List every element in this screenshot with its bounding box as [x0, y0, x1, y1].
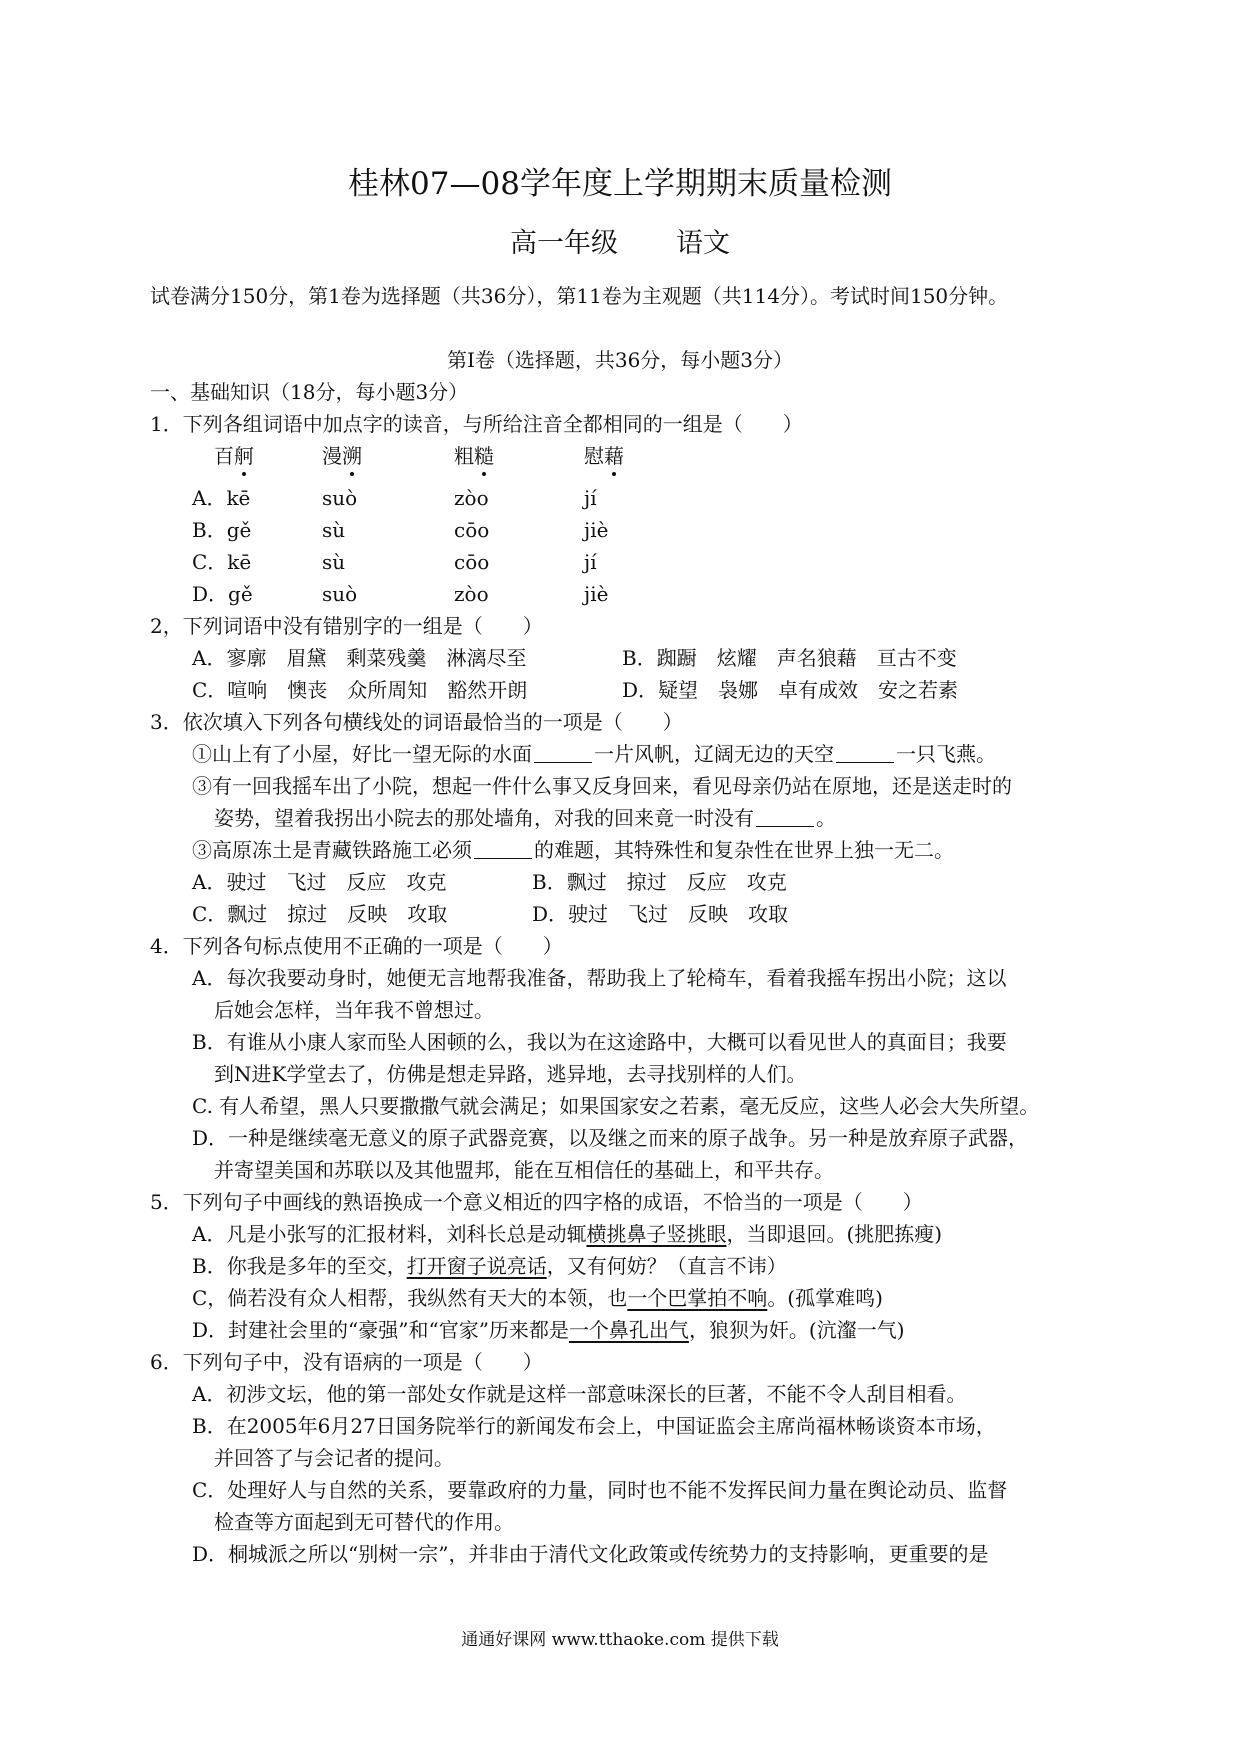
underlined-idiom: 一个鼻孔出气: [568, 1318, 689, 1342]
q2-option-b: B．踟蹰 炫耀 声名狼藉 亘古不变: [622, 646, 957, 670]
exam-title: 桂林07—08学年度上学期期末质量检测: [348, 166, 892, 202]
q6-option-c-cont: 检查等方面起到无可替代的作用。: [214, 1510, 514, 1534]
fill-blank: [534, 744, 592, 763]
q5-option-b: B．你我是多年的至交，打开窗子说亮话，又有何妨？（直言不讳）: [192, 1254, 787, 1278]
exam-page: 桂林07—08学年度上学期期末质量检测 高一年级 语文 试卷满分150分，第1卷为选择题（共36分），第11卷为主观题（共114分）。考试时间150分钟。 第Ⅰ卷（选择题，共36分，每小题3分） 一、基础知识（18分，每小题3分） 1．下列各组词语中加点字的读音，与所给注音全都相同的一组是（ ） 百舸 漫溯 粗糙 慰藉 A．kē suò zòo jí B．gě sù cōo jiè C．kē sù cōo jí D．gě suò zòo jiè 2，下列词语中没有错别字的一组是（ ） A．寥廓 眉黛 剩菜残羹 淋漓尽至 B．踟蹰 炫耀 声名狼藉 亘古不变 C．喧响 懊丧 众所周知 豁然开朗 D．疑望 袅娜 卓有成效 安之若素 3．依次填入下列各句横线处的词语最恰当的一项是（ ） ①山上有了小屋，好比一望无际的水面 一片风帆，辽阔无边的天空 一只飞燕。 ③有一回我摇车出了小院，想起一件什么事又反身回来，看见母亲仍站在原地，还是送走时的 姿势，望着我拐出小院去的那处墙角，对我的回来竟一时没有 。 ③高原冻土是青藏铁路施工必须 的难题，其特殊性和复杂性在世界上独一无二。 A．驶过 飞过 反应 攻克 B．飘过 掠过 反应 攻克 C．飘过 掠过 反映 攻取 D．驶过 飞过 反映 攻取 4．下列各句标点使用不正确的一项是（ ） A．每次我要动身时，她便无言地帮我准备，帮助我上了轮椅车，看着我摇车拐出小院；这以 后她会怎样，当年我不曾想过。 B．有谁从小康人家而坠人困顿的么，我以为在这途路中，大概可以看见世人的真面目；我要 到N进K学堂去了，仿佛是想走异路，逃异地，去寻找别样的人们。 C. 有人希望，黑人只要撒撒气就会满足；如果国家安之若素，毫无反应，这些人必会大失所望。 D．一种是继续毫无意义的原子武器竞赛，以及继之而来的原子战争。另一种是放弃原子武器， 并寄望美国和苏联以及其他盟邦，能在互相信任的基础上，和平共存。 5．下列句子中画线的熟语换成一个意义相近的四字格的成语，不恰当的一项是（ ） A．凡是小张写的汇报材料，刘科长总是动辄横挑鼻子竖挑眼，当即退回。(挑肥拣瘦) B．你我是多年的至交，打开窗子说亮话，又有何妨？（直言不讳） C，倘若没有众人相帮，我纵然有天大的本领，也一个巴掌拍不响。(孤掌难鸣) D．封建社会里的“豪强”和“官家”历来都是一个鼻孔出气，狼狈为奸。(沆瀣一气) 6．下列句子中，没有语病的一项是（ ） A．初涉文坛，他的第一部处女作就是这样一部意味深长的巨著，不能不令人刮目相看。 B．在2005年6月27日国务院举行的新闻发布会上，中国证监会主席尚福林畅谈资本市场， 并回答了与会记者的提问。 C．处理好人与自然的关系，要靠政府的力量，同时也不能不发挥民间力量在舆论动员、监督 检查等方面起到无可替代的作用。 D．桐城派之所以“别树一宗”，并非由于清代文化政策或传统势力的支持影响，更重要的是 通通好课网 www.tthaoke.com 提供下载: [0, 0, 1240, 1754]
q4-option-d-cont: 并寄望美国和苏联以及其他盟邦，能在互相信任的基础上，和平共存。: [214, 1158, 834, 1182]
q5-option-d: D．封建社会里的“豪强”和“官家”历来都是一个鼻孔出气，狼狈为奸。(沆瀣一气): [192, 1318, 905, 1342]
word-2: 漫溯: [322, 444, 362, 468]
q6-option-d: D．桐城派之所以“别树一宗”，并非由于清代文化政策或传统势力的支持影响，更重要的是: [192, 1542, 989, 1566]
underlined-idiom: 横挑鼻子竖挑眼: [586, 1222, 727, 1246]
q3-sentence-3: ③高原冻土是青藏铁路施工必须 的难题，其特殊性和复杂性在世界上独一无二。: [192, 838, 954, 862]
q3-option-d: D．驶过 飞过 反映 攻取: [532, 902, 789, 926]
question-6-stem: 6．下列句子中，没有语病的一项是（ ）: [150, 1350, 543, 1374]
grade-label: 高一年级: [510, 228, 618, 259]
q4-option-d: D．一种是继续毫无意义的原子武器竞赛，以及继之而来的原子战争。另一种是放弃原子武器，: [192, 1126, 1029, 1150]
word-3: 粗糙: [454, 444, 494, 468]
question-3-stem: 3．依次填入下列各句横线处的词语最恰当的一项是（ ）: [150, 710, 683, 734]
q4-option-b: B．有谁从小康人家而坠人困顿的么，我以为在这途路中，大概可以看见世人的真面目；我要: [192, 1030, 1007, 1054]
q4-option-a-cont: 后她会怎样，当年我不曾想过。: [214, 998, 494, 1022]
q3-option-a: A．驶过 飞过 反应 攻克: [192, 870, 447, 894]
question-1-stem: 1．下列各组词语中加点字的读音，与所给注音全都相同的一组是（ ）: [150, 412, 803, 436]
exam-instructions: 试卷满分150分，第1卷为选择题（共36分），第11卷为主观题（共114分）。考试时间150分钟。: [150, 284, 1009, 308]
underlined-idiom: 一个巴掌拍不响: [627, 1286, 768, 1310]
q5-option-a: A．凡是小张写的汇报材料，刘科长总是动辄横挑鼻子竖挑眼，当即退回。(挑肥拣瘦): [192, 1222, 943, 1246]
q3-sentence-2: ③有一回我摇车出了小院，想起一件什么事又反身回来，看见母亲仍站在原地，还是送走时的: [192, 774, 1012, 798]
subject-label: 语文: [676, 228, 730, 259]
q4-option-b-cont: 到N进K学堂去了，仿佛是想走异路，逃异地，去寻找别样的人们。: [214, 1062, 807, 1086]
question-5-stem: 5．下列句子中画线的熟语换成一个意义相近的四字格的成语，不恰当的一项是（ ）: [150, 1190, 923, 1214]
q3-sentence-1: ①山上有了小屋，好比一望无际的水面 一片风帆，辽阔无边的天空 一只飞燕。: [192, 742, 996, 766]
fill-blank: [836, 744, 894, 763]
q3-sentence-2-cont: 姿势，望着我拐出小院去的那处墙角，对我的回来竟一时没有 。: [214, 806, 836, 830]
word-1: 百舸: [214, 444, 254, 468]
q4-option-c: C. 有人希望，黑人只要撒撒气就会满足；如果国家安之若素，毫无反应，这些人必会大失所望。: [192, 1094, 1040, 1118]
fill-blank: [756, 808, 814, 827]
question-2-stem: 2，下列词语中没有错别字的一组是（ ）: [150, 614, 543, 638]
fill-blank: [474, 840, 532, 859]
part-heading: 一、基础知识（18分，每小题3分）: [150, 380, 469, 404]
exam-subtitle: [0, 226, 1240, 262]
q4-option-a: A．每次我要动身时，她便无言地帮我准备，帮助我上了轮椅车，看着我摇车拐出小院；这以: [192, 966, 1007, 990]
q2-option-d: D．疑望 袅娜 卓有成效 安之若素: [622, 678, 959, 702]
q2-option-a: A．寥廓 眉黛 剩菜残羹 淋漓尽至: [192, 646, 527, 670]
word-4: 慰藉: [584, 444, 624, 468]
q5-option-c: C，倘若没有众人相帮，我纵然有天大的本领，也一个巴掌拍不响。(孤掌难鸣): [192, 1286, 883, 1310]
q3-option-c: C．飘过 掠过 反映 攻取: [192, 902, 448, 926]
q6-option-c: C．处理好人与自然的关系，要靠政府的力量，同时也不能不发挥民间力量在舆论动员、监督: [192, 1478, 1008, 1502]
question-4-stem: 4．下列各句标点使用不正确的一项是（ ）: [150, 934, 563, 958]
underlined-idiom: 打开窗子说亮话: [406, 1254, 547, 1278]
q2-option-c: C．喧响 懊丧 众所周知 豁然开朗: [192, 678, 528, 702]
page-footer: 通通好课网 www.tthaoke.com 提供下载: [461, 1630, 779, 1650]
q3-option-b: B．飘过 掠过 反应 攻克: [532, 870, 787, 894]
section-title: 第Ⅰ卷（选择题，共36分，每小题3分）: [446, 348, 794, 372]
q6-option-b: B．在2005年6月27日国务院举行的新闻发布会上，中国证监会主席尚福林畅谈资本市场，: [192, 1414, 996, 1438]
q6-option-b-cont: 并回答了与会记者的提问。: [214, 1446, 454, 1470]
q6-option-a: A．初涉文坛，他的第一部处女作就是这样一部意味深长的巨著，不能不令人刮目相看。: [192, 1382, 967, 1406]
